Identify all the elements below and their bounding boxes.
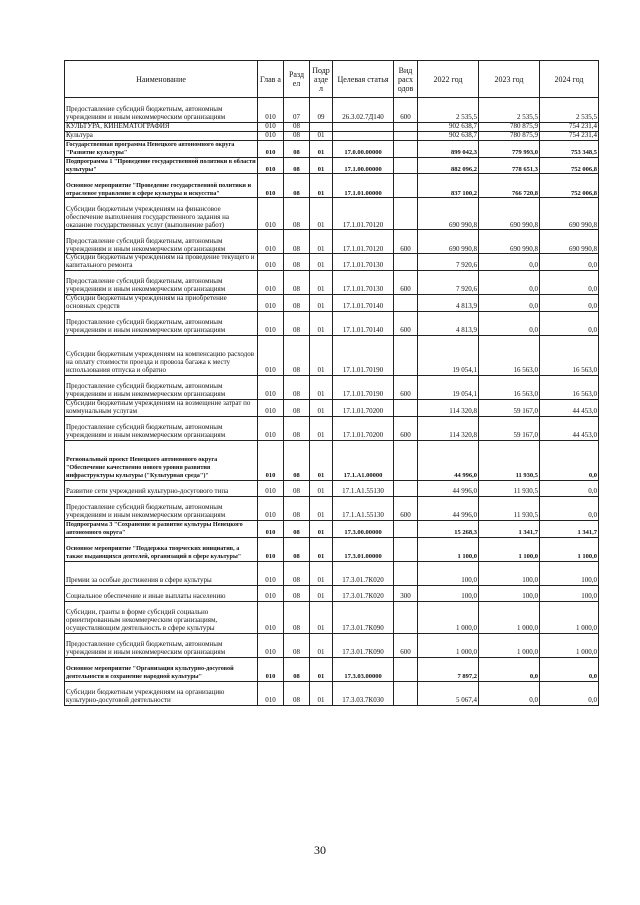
row-statya: 17.1.01.70130 xyxy=(333,271,394,295)
table-row xyxy=(65,633,599,657)
table-row xyxy=(65,198,599,230)
row-value-2024: 0,0 xyxy=(540,657,599,681)
row-value-2023: 1 341,7 xyxy=(479,520,540,537)
header-name: Наименование xyxy=(65,61,258,98)
row-podrazdel: 01 xyxy=(310,140,333,157)
row-razdel: 08 xyxy=(284,312,310,336)
row-vid xyxy=(394,157,418,174)
row-podrazdel: 01 xyxy=(310,520,333,537)
row-razdel: 08 xyxy=(284,198,310,230)
row-name: Основное мероприятие "Проведение государственной политики и отраслевое управление в сфере культуры и искусства" xyxy=(65,174,258,198)
row-value-2024: 752 006,8 xyxy=(540,174,599,198)
row-value-2023: 1 100,0 xyxy=(479,537,540,561)
row-vid xyxy=(394,254,418,271)
row-statya: 17.1.01.70140 xyxy=(333,295,394,312)
row-value-2023: 11 930,5 xyxy=(479,440,540,480)
row-statya: 26.3.02.7Д140 xyxy=(333,98,394,123)
row-value-2022: 44 996,0 xyxy=(418,480,479,496)
row-statya: 17.3.01.00000 xyxy=(333,537,394,561)
row-glava: 010 xyxy=(258,336,284,376)
header-razdel: Разд ел xyxy=(284,61,310,98)
row-value-2024: 754 231,4 xyxy=(540,131,599,140)
row-statya: 17.1.01.70130 xyxy=(333,254,394,271)
table-row xyxy=(65,157,599,174)
table-row xyxy=(65,174,599,198)
row-value-2023: 779 993,0 xyxy=(479,140,540,157)
table-row xyxy=(65,336,599,376)
row-glava: 010 xyxy=(258,271,284,295)
row-razdel: 08 xyxy=(284,480,310,496)
row-glava: 010 xyxy=(258,376,284,400)
row-value-2022: 100,0 xyxy=(418,585,479,601)
table-row xyxy=(65,561,599,585)
table-row xyxy=(65,681,599,705)
row-value-2023: 0,0 xyxy=(479,295,540,312)
row-statya: 17.1.A1.55130 xyxy=(333,480,394,496)
row-glava: 010 xyxy=(258,480,284,496)
row-razdel: 08 xyxy=(284,520,310,537)
row-name: Предоставление субсидий бюджетным, автономным учреждениям и иным некоммерческим организациям xyxy=(65,376,258,400)
row-glava: 010 xyxy=(258,561,284,585)
row-glava: 010 xyxy=(258,157,284,174)
row-value-2024: 0,0 xyxy=(540,681,599,705)
row-value-2023: 59 167,0 xyxy=(479,416,540,440)
row-name: Премии за особые достижения в сфере культуры xyxy=(65,561,258,585)
row-value-2024: 690 990,8 xyxy=(540,230,599,254)
row-vid xyxy=(394,131,418,140)
table-row xyxy=(65,480,599,496)
row-value-2022: 15 268,3 xyxy=(418,520,479,537)
row-statya: 17.3.03.7К030 xyxy=(333,681,394,705)
row-razdel: 08 xyxy=(284,440,310,480)
row-glava: 010 xyxy=(258,131,284,140)
budget-table xyxy=(64,60,599,706)
table-row xyxy=(65,312,599,336)
header-statya: Целевая статья xyxy=(333,61,394,98)
row-podrazdel: 01 xyxy=(310,561,333,585)
row-value-2022: 5 067,4 xyxy=(418,681,479,705)
row-value-2024: 0,0 xyxy=(540,440,599,480)
row-podrazdel: 01 xyxy=(310,157,333,174)
row-name: Предоставление субсидий бюджетным, автономным учреждениям и иным некоммерческим организациям xyxy=(65,633,258,657)
row-name: Предоставление субсидий бюджетным, автономным учреждениям и иным некоммерческим организациям xyxy=(65,98,258,123)
table-body xyxy=(65,98,599,706)
row-value-2023: 11 930,5 xyxy=(479,480,540,496)
row-vid xyxy=(394,681,418,705)
row-value-2024: 753 348,5 xyxy=(540,140,599,157)
row-value-2024: 2 535,5 xyxy=(540,98,599,123)
row-podrazdel: 01 xyxy=(310,400,333,417)
table-row xyxy=(65,123,599,132)
table-row xyxy=(65,376,599,400)
row-value-2022: 7 920,6 xyxy=(418,271,479,295)
table-row xyxy=(65,416,599,440)
row-name: Развитие сети учреждений культурно-досугового типа xyxy=(65,480,258,496)
row-glava: 010 xyxy=(258,198,284,230)
row-podrazdel: 01 xyxy=(310,657,333,681)
row-value-2024: 1 000,0 xyxy=(540,601,599,633)
row-razdel: 08 xyxy=(284,131,310,140)
row-podrazdel: 01 xyxy=(310,480,333,496)
row-glava: 010 xyxy=(258,520,284,537)
row-name: Основное мероприятие "Поддержка творческих инициатив, а также выдающихся деятелей, организаций в сфере культуры" xyxy=(65,537,258,561)
table-row xyxy=(65,496,599,520)
row-razdel: 08 xyxy=(284,416,310,440)
row-razdel: 08 xyxy=(284,400,310,417)
row-statya: 17.1.01.70140 xyxy=(333,312,394,336)
row-vid xyxy=(394,295,418,312)
row-value-2022: 1 000,0 xyxy=(418,601,479,633)
row-statya: 17.3.03.00000 xyxy=(333,657,394,681)
row-razdel: 08 xyxy=(284,601,310,633)
row-podrazdel: 01 xyxy=(310,312,333,336)
row-value-2024: 44 453,0 xyxy=(540,416,599,440)
table-header xyxy=(65,61,599,98)
row-value-2024: 16 563,0 xyxy=(540,336,599,376)
row-value-2023: 100,0 xyxy=(479,561,540,585)
row-podrazdel: 01 xyxy=(310,633,333,657)
table-row xyxy=(65,585,599,601)
header-2023: 2023 год xyxy=(479,61,540,98)
row-value-2024: 0,0 xyxy=(540,480,599,496)
row-podrazdel: 01 xyxy=(310,174,333,198)
row-razdel: 08 xyxy=(284,254,310,271)
row-value-2022: 44 996,0 xyxy=(418,496,479,520)
row-razdel: 07 xyxy=(284,98,310,123)
row-podrazdel: 01 xyxy=(310,585,333,601)
row-name: Субсидии бюджетным учреждениям на приобретение основных средств xyxy=(65,295,258,312)
row-podrazdel: 01 xyxy=(310,440,333,480)
row-statya: 17.3.00.00000 xyxy=(333,520,394,537)
row-value-2022: 899 042,3 xyxy=(418,140,479,157)
row-vid xyxy=(394,198,418,230)
row-podrazdel: 01 xyxy=(310,601,333,633)
row-glava: 010 xyxy=(258,174,284,198)
row-value-2022: 100,0 xyxy=(418,561,479,585)
row-name: Предоставление субсидий бюджетным, автономным учреждениям и иным некоммерческим организациям xyxy=(65,271,258,295)
row-value-2023: 780 875,9 xyxy=(479,123,540,132)
row-podrazdel xyxy=(310,123,333,132)
table-row xyxy=(65,230,599,254)
row-value-2022: 902 638,7 xyxy=(418,123,479,132)
row-statya: 17.1.00.00000 xyxy=(333,157,394,174)
row-name: Социальное обеспечение и иные выплаты населению xyxy=(65,585,258,601)
row-value-2024: 0,0 xyxy=(540,254,599,271)
row-podrazdel: 01 xyxy=(310,131,333,140)
header-glava: Глав а xyxy=(258,61,284,98)
row-razdel: 08 xyxy=(284,123,310,132)
row-value-2024: 754 231,4 xyxy=(540,123,599,132)
row-value-2022: 4 813,9 xyxy=(418,312,479,336)
row-vid: 600 xyxy=(394,633,418,657)
row-value-2024: 100,0 xyxy=(540,585,599,601)
row-vid: 300 xyxy=(394,585,418,601)
row-value-2022: 902 638,7 xyxy=(418,131,479,140)
table-row xyxy=(65,271,599,295)
row-glava: 010 xyxy=(258,537,284,561)
row-podrazdel: 09 xyxy=(310,98,333,123)
row-podrazdel: 01 xyxy=(310,336,333,376)
page-number: 30 xyxy=(314,843,326,857)
row-podrazdel: 01 xyxy=(310,230,333,254)
row-razdel: 08 xyxy=(284,271,310,295)
row-glava: 010 xyxy=(258,123,284,132)
row-value-2022: 7 920,6 xyxy=(418,254,479,271)
table-row xyxy=(65,400,599,417)
row-vid xyxy=(394,174,418,198)
row-razdel: 08 xyxy=(284,657,310,681)
row-vid xyxy=(394,480,418,496)
row-statya: 17.1.01.00000 xyxy=(333,174,394,198)
row-value-2024: 0,0 xyxy=(540,496,599,520)
row-value-2022: 114 320,8 xyxy=(418,400,479,417)
row-name: Подпрограмма 1 "Проведение государственной политики в области культуры" xyxy=(66,157,256,173)
row-name: Региональный проект Ненецкого автономного округа "Обеспечение качественно нового уровня развития инфраструктуры культуры ("Культурная среда")" xyxy=(65,440,258,480)
row-value-2023: 690 990,8 xyxy=(479,230,540,254)
row-value-2023: 1 000,0 xyxy=(479,601,540,633)
header-row xyxy=(65,61,599,98)
row-vid xyxy=(394,657,418,681)
table-row xyxy=(65,295,599,312)
row-statya xyxy=(333,131,394,140)
row-podrazdel: 01 xyxy=(310,198,333,230)
row-value-2023: 690 990,8 xyxy=(479,198,540,230)
row-podrazdel: 01 xyxy=(310,496,333,520)
row-name: Государственная программа Ненецкого автономного округа "Развитие культуры" xyxy=(65,140,258,157)
row-name: Основное мероприятие "Организация культурно-досуговой деятельности и сохранение народной культуры" xyxy=(65,657,258,681)
row-vid: 600 xyxy=(394,312,418,336)
row-glava: 010 xyxy=(258,140,284,157)
row-statya: 17.3.01.7К020 xyxy=(333,585,394,601)
row-vid: 600 xyxy=(394,376,418,400)
row-name: Культура xyxy=(65,131,258,140)
row-statya: 17.3.01.7К090 xyxy=(333,633,394,657)
row-razdel: 08 xyxy=(284,633,310,657)
row-glava: 010 xyxy=(258,633,284,657)
row-statya: 17.1.A1.00000 xyxy=(333,440,394,480)
row-glava: 010 xyxy=(258,416,284,440)
row-vid: 600 xyxy=(394,230,418,254)
header-vid: Вид расх одов xyxy=(394,61,418,98)
row-value-2023: 778 651,3 xyxy=(479,157,540,174)
row-vid xyxy=(394,400,418,417)
row-name: Субсидии бюджетным учреждениям на компенсацию расходов на оплату стоимости проезда и провоза багажа к месту использования отпуска и обратно xyxy=(65,336,258,376)
row-podrazdel: 01 xyxy=(310,295,333,312)
row-statya: 17.1.01.70190 xyxy=(333,376,394,400)
row-glava: 010 xyxy=(258,440,284,480)
row-vid xyxy=(394,336,418,376)
row-podrazdel: 01 xyxy=(310,271,333,295)
row-name: Субсидии бюджетным учреждениям на проведение текущего и капитального ремонта xyxy=(65,254,258,271)
table-row xyxy=(65,520,599,537)
row-value-2023: 0,0 xyxy=(479,271,540,295)
table-row xyxy=(65,440,599,480)
row-value-2022: 882 096,2 xyxy=(418,157,479,174)
row-value-2023: 0,0 xyxy=(479,681,540,705)
row-razdel: 08 xyxy=(284,585,310,601)
row-razdel: 08 xyxy=(284,537,310,561)
row-vid xyxy=(394,561,418,585)
row-name: Предоставление субсидий бюджетным, автономным учреждениям и иным некоммерческим организациям xyxy=(65,312,258,336)
row-name: КУЛЬТУРА, КИНЕМАТОГРАФИЯ xyxy=(65,123,258,132)
row-value-2022: 1 100,0 xyxy=(418,537,479,561)
row-value-2024: 690 990,8 xyxy=(540,198,599,230)
row-value-2023: 16 563,0 xyxy=(479,336,540,376)
row-statya: 17.1.01.70200 xyxy=(333,416,394,440)
row-glava: 010 xyxy=(258,681,284,705)
row-value-2022: 837 100,2 xyxy=(418,174,479,198)
row-value-2022: 44 996,0 xyxy=(418,440,479,480)
row-glava: 010 xyxy=(258,295,284,312)
table-row xyxy=(65,537,599,561)
row-vid: 600 xyxy=(394,271,418,295)
row-razdel: 08 xyxy=(284,496,310,520)
row-vid xyxy=(394,601,418,633)
table-row xyxy=(65,131,599,140)
row-value-2023: 0,0 xyxy=(479,312,540,336)
row-razdel: 08 xyxy=(284,157,310,174)
row-name: Субсидии бюджетным учреждениям на возмещение затрат по коммунальным услугам xyxy=(65,400,258,417)
row-value-2022: 7 897,2 xyxy=(418,657,479,681)
row-value-2024: 0,0 xyxy=(540,312,599,336)
row-vid: 600 xyxy=(394,496,418,520)
row-statya: 17.3.01.7К090 xyxy=(333,601,394,633)
row-value-2024: 0,0 xyxy=(540,295,599,312)
row-razdel: 08 xyxy=(284,561,310,585)
row-value-2024: 44 453,0 xyxy=(540,400,599,417)
row-podrazdel: 01 xyxy=(310,376,333,400)
row-razdel: 08 xyxy=(284,230,310,254)
table-row xyxy=(65,601,599,633)
row-name: Подпрограмма 3 "Сохранение и развитие культуры Ненецкого автономного округа" xyxy=(65,520,258,537)
row-value-2022: 2 535,5 xyxy=(418,98,479,123)
row-value-2024: 752 006,8 xyxy=(540,157,599,174)
row-vid xyxy=(394,440,418,480)
row-razdel: 08 xyxy=(284,140,310,157)
row-value-2023: 59 167,0 xyxy=(479,400,540,417)
row-value-2022: 19 054,1 xyxy=(418,336,479,376)
row-glava: 010 xyxy=(258,657,284,681)
row-value-2024: 1 000,0 xyxy=(540,633,599,657)
row-value-2023: 16 563,0 xyxy=(479,376,540,400)
row-vid xyxy=(394,140,418,157)
row-name: Предоставление субсидий бюджетным, автономным учреждениям и иным некоммерческим организациям xyxy=(65,496,258,520)
header-podrazdel: Подр азде л xyxy=(310,61,333,98)
row-value-2022: 690 990,8 xyxy=(418,198,479,230)
row-glava: 010 xyxy=(258,312,284,336)
row-podrazdel: 01 xyxy=(310,416,333,440)
row-value-2022: 4 813,9 xyxy=(418,295,479,312)
row-value-2024: 1 100,0 xyxy=(540,537,599,561)
row-name: Предоставление субсидий бюджетным, автономным учреждениям и иным некоммерческим организациям xyxy=(65,416,258,440)
document-page xyxy=(64,60,598,706)
row-podrazdel: 01 xyxy=(310,537,333,561)
row-value-2023: 1 000,0 xyxy=(479,633,540,657)
row-glava: 010 xyxy=(258,601,284,633)
row-value-2022: 19 054,1 xyxy=(418,376,479,400)
header-2024: 2024 год xyxy=(540,61,599,98)
table-row xyxy=(65,98,599,123)
row-statya xyxy=(333,123,394,132)
row-statya: 17.3.01.7К020 xyxy=(333,561,394,585)
row-razdel: 08 xyxy=(284,174,310,198)
row-glava: 010 xyxy=(258,400,284,417)
row-value-2024: 1 341,7 xyxy=(540,520,599,537)
row-statya: 17.1.A1.55130 xyxy=(333,496,394,520)
header-2022: 2022 год xyxy=(418,61,479,98)
row-statya: 17.0.00.00000 xyxy=(333,140,394,157)
row-value-2022: 114 320,8 xyxy=(418,416,479,440)
row-name: Субсидии, гранты в форме субсидий социально ориентированным некоммерческим организациям, осуществляющим деятельность в сфере культуры xyxy=(65,601,258,633)
row-razdel: 08 xyxy=(284,295,310,312)
table-row xyxy=(65,657,599,681)
row-value-2022: 1 000,0 xyxy=(418,633,479,657)
row-value-2022: 690 990,8 xyxy=(418,230,479,254)
row-name: Субсидии бюджетным учреждениям на организацию культурно-досуговой деятельности xyxy=(65,681,258,705)
row-name: Субсидии бюджетным учреждениям на финансовое обеспечение выполнения государственного задания на оказание государственных услуг (выполнение работ) xyxy=(65,198,258,230)
row-value-2023: 0,0 xyxy=(479,657,540,681)
row-statya: 17.1.01.70200 xyxy=(333,400,394,417)
row-vid xyxy=(394,520,418,537)
row-statya: 17.1.01.70190 xyxy=(333,336,394,376)
row-value-2023: 100,0 xyxy=(479,585,540,601)
row-podrazdel: 01 xyxy=(310,681,333,705)
row-value-2023: 11 930,5 xyxy=(479,496,540,520)
row-glava: 010 xyxy=(258,254,284,271)
row-value-2023: 2 535,5 xyxy=(479,98,540,123)
row-glava: 010 xyxy=(258,230,284,254)
row-glava: 010 xyxy=(258,98,284,123)
row-podrazdel: 01 xyxy=(310,254,333,271)
row-name: Предоставление субсидий бюджетным, автономным учреждениям и иным некоммерческим организациям xyxy=(65,230,258,254)
row-statya: 17.1.01.70120 xyxy=(333,198,394,230)
row-value-2024: 16 563,0 xyxy=(540,376,599,400)
row-razdel: 08 xyxy=(284,336,310,376)
row-vid: 600 xyxy=(394,98,418,123)
row-vid: 600 xyxy=(394,416,418,440)
table-row xyxy=(65,254,599,271)
table-row xyxy=(65,140,599,157)
row-glava: 010 xyxy=(258,585,284,601)
row-vid xyxy=(394,537,418,561)
row-vid xyxy=(394,123,418,132)
row-razdel: 08 xyxy=(284,681,310,705)
row-glava: 010 xyxy=(258,496,284,520)
row-value-2024: 0,0 xyxy=(540,271,599,295)
row-razdel: 08 xyxy=(284,376,310,400)
row-value-2023: 0,0 xyxy=(479,254,540,271)
row-statya: 17.1.01.70120 xyxy=(333,230,394,254)
row-value-2023: 780 875,9 xyxy=(479,131,540,140)
row-value-2023: 766 720,8 xyxy=(479,174,540,198)
row-value-2024: 100,0 xyxy=(540,561,599,585)
